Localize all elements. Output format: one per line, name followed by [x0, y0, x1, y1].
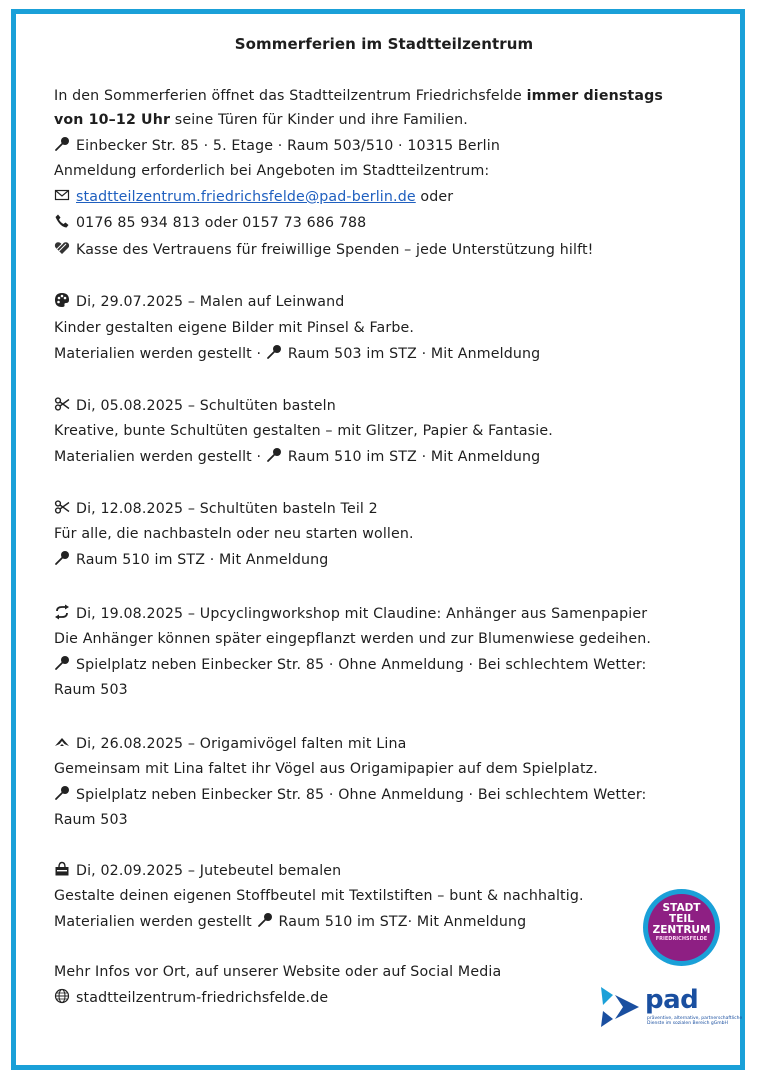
- event-6-heading: Di, 02.09.2025 – Jutebeutel bemalen: [54, 861, 341, 881]
- intro-text: In den Sommerferien öffnet das Stadtteilzentrum Friedrichsfelde: [54, 88, 527, 104]
- event-6-desc: Gestalte deinen eigenen Stoffbeutel mit Textilstiften – bunt & nachhaltig.: [54, 888, 584, 904]
- pin-icon: [54, 550, 70, 566]
- globe-icon: [54, 988, 70, 1004]
- intro-text-end: seine Türen für Kinder und ihre Familien.: [170, 112, 468, 128]
- registration-line: Anmeldung erforderlich bei Angeboten im Stadtteilzentrum:: [54, 163, 490, 179]
- pin-icon: [266, 344, 282, 360]
- intro-line-1: [54, 86, 663, 106]
- bag-icon: [54, 861, 70, 877]
- mail-icon: [54, 187, 70, 203]
- recycle-icon: [54, 604, 70, 620]
- event-2-desc: Kreative, bunte Schultüten gestalten – mit Glitzer, Papier & Fantasie.: [54, 423, 553, 439]
- event-2-heading: Di, 05.08.2025 – Schultüten basteln: [54, 396, 336, 416]
- donation-line: Kasse des Vertrauens für freiwillige Spenden – jede Unterstützung hilft!: [54, 240, 594, 260]
- event-1-info: Materialien werden gestellt · Raum 503 im STZ · Mit Anmeldung: [54, 346, 541, 362]
- event-1-desc: Kinder gestalten eigene Bilder mit Pinsel & Farbe.: [54, 320, 415, 336]
- event-4-desc: Die Anhänger können später eingepflanzt werden und zur Blumenwiese gedeihen.: [54, 631, 652, 647]
- pad-logo-mark-icon: [599, 985, 643, 1029]
- event-6-info: Materialien werden gestellt Raum 510 im STZ· Mit Anmeldung: [54, 914, 527, 930]
- event-3-desc: Für alle, die nachbasteln oder neu starten wollen.: [54, 526, 414, 542]
- stadtteilzentrum-logo: STADT TEIL ZENTRUM FRIEDRICHSFELDE: [643, 889, 720, 966]
- scissors-icon: [54, 499, 70, 515]
- event-2-info: Materialien werden gestellt · Raum 510 im STZ · Mit Anmeldung: [54, 449, 541, 465]
- phone-line: 0176 85 934 813 oder 0157 73 686 788: [54, 213, 366, 233]
- pin-icon: [54, 136, 70, 152]
- event-4-info: Spielplatz neben Einbecker Str. 85 · Ohne Anmeldung · Bei schlechtem Wetter:: [54, 655, 646, 675]
- website-link[interactable]: stadtteilzentrum-friedrichsfelde.de: [76, 990, 329, 1006]
- pin-icon: [54, 655, 70, 671]
- palette-icon: [54, 292, 70, 308]
- event-3-heading: Di, 12.08.2025 – Schultüten basteln Teil 2: [54, 499, 378, 519]
- phone-icon: [54, 213, 70, 229]
- pad-logo: pad präventive, alternative, partnerschaftliche Dienste im sozialen Bereich gGmbH: [599, 985, 739, 1031]
- event-3-info: Raum 510 im STZ · Mit Anmeldung: [54, 550, 328, 570]
- more-info-line: Mehr Infos vor Ort, auf unserer Website oder auf Social Media: [54, 964, 502, 980]
- event-5-heading: Di, 26.08.2025 – Origamivögel falten mit Lina: [54, 734, 406, 754]
- pin-icon: [54, 785, 70, 801]
- pin-icon: [266, 447, 282, 463]
- email-line: stadtteilzentrum.friedrichsfelde@pad-berlin.de oder: [54, 187, 453, 207]
- heart-icon: [54, 240, 70, 256]
- scissors-icon: [54, 396, 70, 412]
- pin-icon: [257, 912, 273, 928]
- origami-bird-icon: [54, 734, 70, 750]
- event-4-heading: Di, 19.08.2025 – Upcyclingworkshop mit Claudine: Anhänger aus Samenpapier: [54, 604, 647, 624]
- event-5-info: Spielplatz neben Einbecker Str. 85 · Ohne Anmeldung · Bei schlechtem Wetter:: [54, 785, 646, 805]
- page-title: Sommerferien im Stadtteilzentrum: [234, 35, 534, 53]
- address-line: Einbecker Str. 85 · 5. Etage · Raum 503/510 · 10315 Berlin: [54, 136, 500, 156]
- email-link[interactable]: stadtteilzentrum.friedrichsfelde@pad-berlin.de: [76, 189, 416, 205]
- event-4-info-cont: Raum 503: [54, 682, 128, 698]
- intro-line-2: [54, 110, 468, 130]
- event-5-info-cont: Raum 503: [54, 812, 128, 828]
- pad-wordmark: pad: [645, 985, 699, 1015]
- event-1-heading: Di, 29.07.2025 – Malen auf Leinwand: [54, 292, 344, 312]
- website-line: [54, 988, 328, 1008]
- intro-bold-time: von 10–12 Uhr: [54, 112, 171, 128]
- event-5-desc: Gemeinsam mit Lina faltet ihr Vögel aus Origamipapier auf dem Spielplatz.: [54, 761, 598, 777]
- intro-bold-days: immer dienstags: [526, 88, 663, 104]
